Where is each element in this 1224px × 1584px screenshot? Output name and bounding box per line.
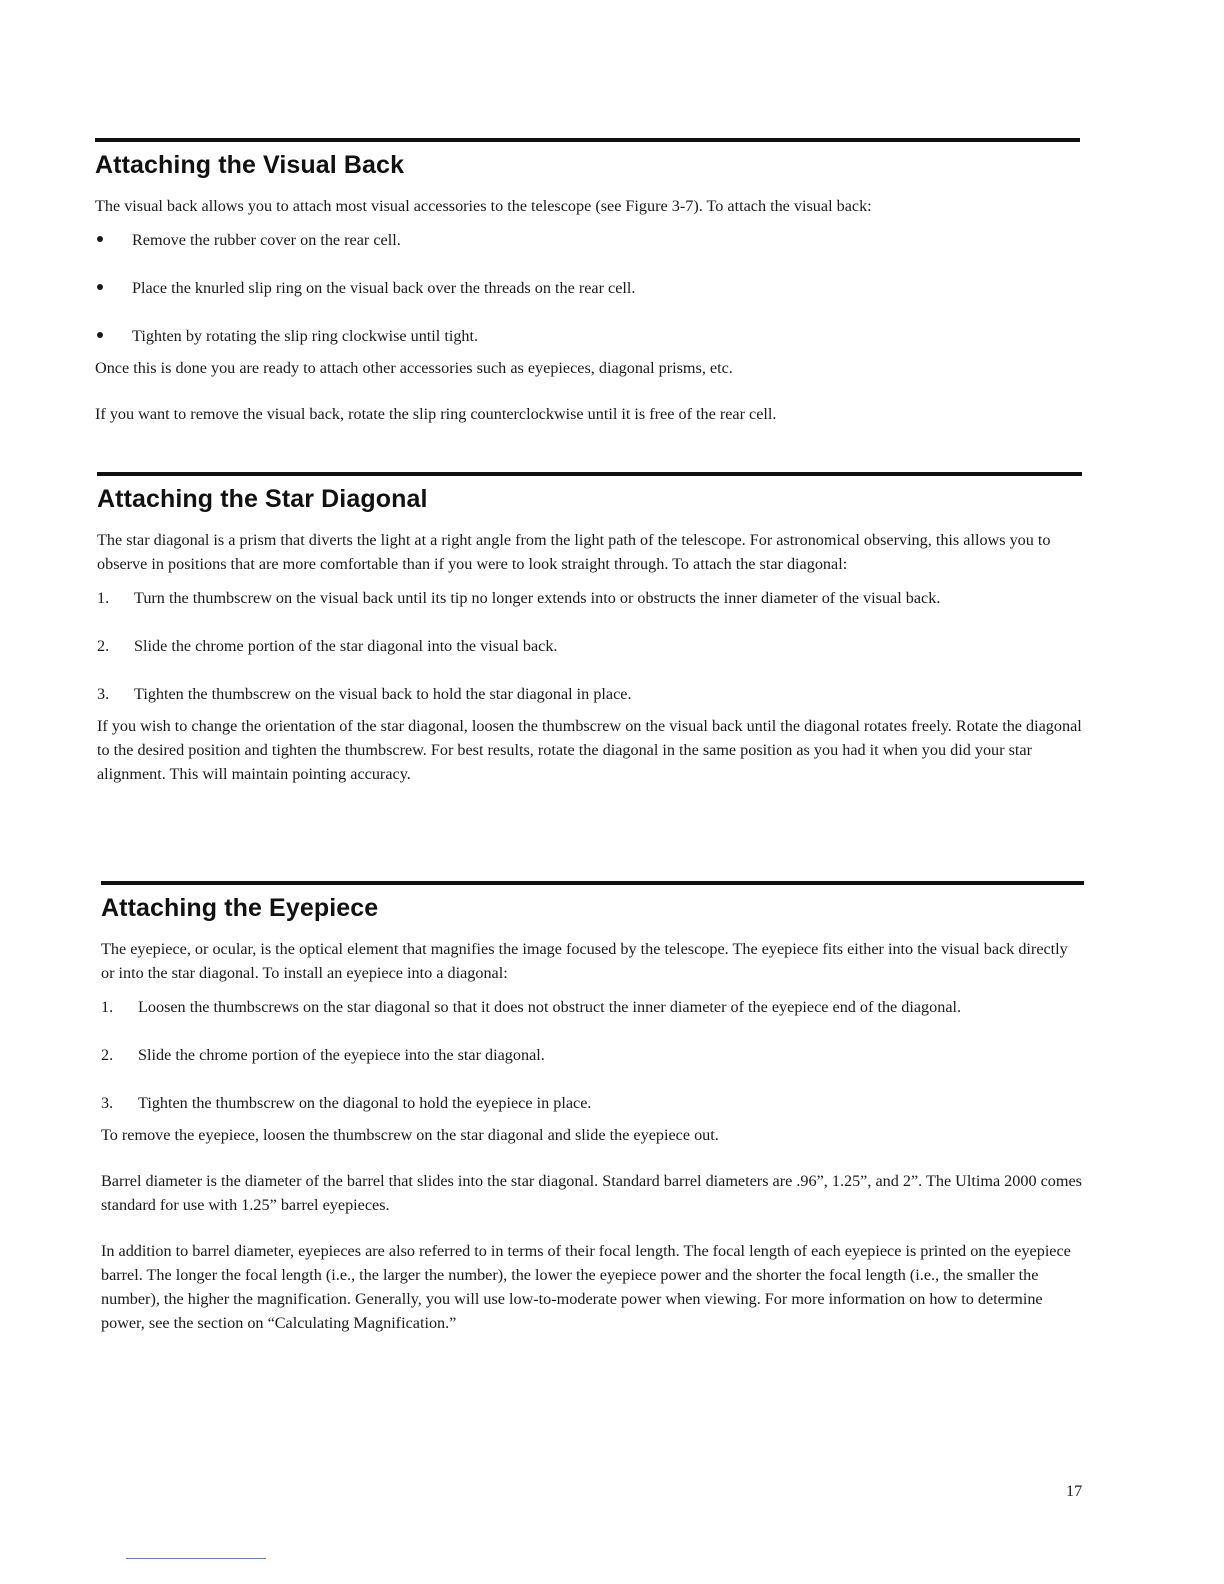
bullet-list	[95, 228, 1080, 348]
footnote-rule	[126, 1558, 266, 1559]
section-heading: Attaching the Visual Back	[95, 151, 405, 179]
list-item	[101, 1043, 1084, 1067]
numbered-list	[101, 995, 1084, 1115]
section-rule	[101, 881, 1084, 885]
bullet-marker	[95, 228, 132, 252]
intro-paragraph: The visual back allows you to attach most visual accessories to the telescope (see Figure 3-7). To attach the visual back:	[95, 197, 872, 215]
step-number: 2.	[101, 1046, 114, 1064]
list-item	[101, 1091, 1084, 1115]
section-visual-back	[95, 138, 1080, 436]
list-item	[95, 324, 1080, 348]
numbered-list	[97, 586, 1082, 706]
body-paragraph: If you wish to change the orientation of the star diagonal, loosen the thumbscrew on the visual back until the diagonal rotates freely. Rotate the diagonal to the desired position and tighten the thumbscrew. For best results, rotate the diagonal in the same position as you had it when you did your star alignment. This will maintain pointing accuracy.	[97, 717, 1082, 783]
step-text: Slide the chrome portion of the eyepiece into the star diagonal.	[138, 1046, 545, 1064]
step-text: Loosen the thumbscrews on the star diagonal so that it does not obstruct the inner diameter of the eyepiece end of the diagonal.	[138, 998, 962, 1016]
list-item	[95, 228, 1080, 252]
bullet-text: Remove the rubber cover on the rear cell.	[132, 231, 401, 249]
bullet-dot-icon	[97, 236, 103, 242]
body-paragraph: If you want to remove the visual back, rotate the slip ring counterclockwise until it is free of the rear cell.	[95, 405, 777, 423]
section-star-diagonal	[97, 472, 1082, 796]
step-number: 3.	[97, 685, 110, 703]
step-number: 2.	[97, 637, 110, 655]
body-paragraph: Once this is done you are ready to attach other accessories such as eyepieces, diagonal prisms, etc.	[95, 359, 733, 377]
step-number: 1.	[101, 998, 114, 1016]
section-rule	[95, 138, 1080, 142]
step-text: Tighten the thumbscrew on the visual back to hold the star diagonal in place.	[134, 685, 632, 703]
section-heading: Attaching the Star Diagonal	[97, 485, 428, 513]
bullet-marker	[95, 276, 132, 300]
section-heading: Attaching the Eyepiece	[101, 894, 379, 922]
bullet-dot-icon	[97, 332, 103, 338]
step-number: 3.	[101, 1094, 114, 1112]
list-item	[97, 682, 1082, 706]
section-rule	[97, 472, 1082, 476]
intro-paragraph: The eyepiece, or ocular, is the optical element that magnifies the image focused by the telescope. The eyepiece fits either into the visual back directly or into the star diagonal. To install an eyepiece into a diagonal:	[101, 940, 1068, 982]
list-item	[97, 634, 1082, 658]
body-paragraph: To remove the eyepiece, loosen the thumbscrew on the star diagonal and slide the eyepiece out.	[101, 1126, 719, 1144]
bullet-marker	[95, 324, 132, 348]
list-item	[97, 586, 1082, 610]
step-text: Slide the chrome portion of the star diagonal into the visual back.	[134, 637, 558, 655]
step-number: 1.	[97, 589, 110, 607]
bullet-text: Tighten by rotating the slip ring clockwise until tight.	[132, 327, 479, 345]
bullet-dot-icon	[97, 284, 103, 290]
step-text: Tighten the thumbscrew on the diagonal to hold the eyepiece in place.	[138, 1094, 592, 1112]
page-number: 17	[1066, 1482, 1083, 1500]
list-item	[95, 276, 1080, 300]
body-paragraph: Barrel diameter is the diameter of the barrel that slides into the star diagonal. Standard barrel diameters are .96”, 1.25”, and 2”. The Ultima 2000 comes standard for use with 1.25” barrel eyepieces.	[101, 1172, 1082, 1214]
step-text: Turn the thumbscrew on the visual back until its tip no longer extends into or obstructs the inner diameter of the visual back.	[134, 589, 941, 607]
intro-paragraph: The star diagonal is a prism that diverts the light at a right angle from the light path of the telescope. For astronomical observing, this allows you to observe in positions that are more comfortable than if you were to look straight through. To attach the star diagonal:	[97, 531, 1051, 573]
body-paragraph: In addition to barrel diameter, eyepieces are also referred to in terms of their focal length. The focal length of each eyepiece is printed on the eyepiece barrel. The longer the focal length (i.e., the larger the number), the lower the eyepiece power and the shorter the focal length (i.e., the smaller the number), the higher the magnification. Generally, you will use low-to-moderate power when viewing. For more information on how to determine power, see the section on “Calculating Magnification.”	[101, 1242, 1071, 1332]
list-item	[101, 995, 1084, 1019]
bullet-text: Place the knurled slip ring on the visual back over the threads on the rear cell.	[132, 279, 636, 297]
section-eyepiece	[101, 881, 1084, 1345]
